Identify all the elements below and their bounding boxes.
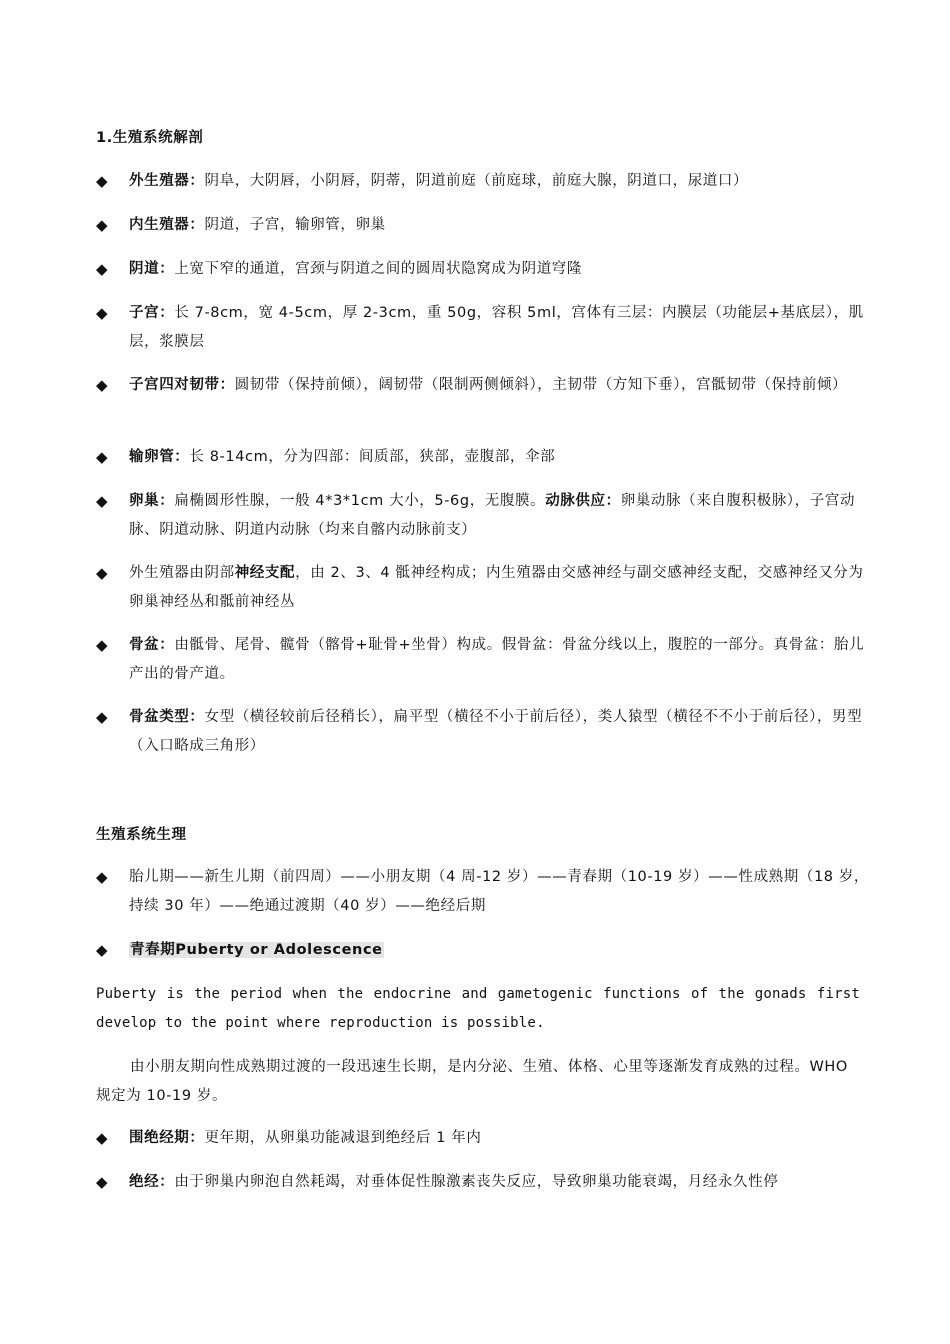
item-text: 由于卵巢内卵泡自然耗竭，对垂体促性腺激素丧失反应，导致卵巢功能衰竭，月经永久性停 [174, 1174, 779, 1190]
bullet-diamond-icon: ◆ [96, 636, 109, 654]
term: 外生殖器： [129, 173, 205, 189]
bullet-diamond-icon: ◆ [96, 708, 109, 726]
item-text: 阴阜，大阴唇，小阴唇，阴蒂，阴道前庭（前庭球，前庭大腺，阴道口，尿道口） [204, 173, 749, 189]
term: 动脉供应： [545, 493, 621, 509]
item-text: 更年期，从卵巢功能减退到绝经后 1 年内 [204, 1130, 482, 1146]
list-item [96, 443, 871, 472]
bullet-diamond-icon: ◆ [96, 172, 109, 190]
item-text: 圆韧带（保持前倾），阔韧带（限制两侧倾斜），主韧带（方知下垂），宫骶韧带（保持前倾） [234, 377, 848, 393]
bullet-diamond-icon: ◆ [96, 1173, 109, 1191]
list-item [96, 863, 871, 921]
list-item [96, 211, 871, 240]
bullet-diamond-icon: ◆ [96, 868, 109, 886]
item-text: 上宽下窄的通道，宫颈与阴道之间的圆周状隐窝成为阴道穹隆 [174, 261, 583, 277]
term: 神经支配 [234, 565, 296, 581]
term: 骨盆： [129, 637, 175, 653]
item-text: 长 8-14cm，分为四部：间质部，狭部，壶腹部，伞部 [189, 449, 556, 465]
item-text: 阴道，子宫，输卵管，卵巢 [204, 217, 386, 233]
list-item [96, 1168, 871, 1197]
term: 输卵管： [129, 449, 190, 465]
item-text: ，由 2、3、4 骶神经构成；内生殖器由交感神经与副交感神经支配，交感神经又分为卵巢神经丛和骶前神经丛 [129, 565, 864, 610]
bullet-diamond-icon: ◆ [96, 304, 109, 322]
item-text: 胎儿期——新生儿期（前四周）——小朋友期（4 周-12 岁）——青春期（10-19 岁）——性成熟期（18 岁，持续 30 年）——绝通过渡期（40 岁）——绝经后期 [129, 869, 870, 914]
list-item [96, 487, 871, 545]
list-item [96, 703, 871, 761]
term: 内生殖器： [129, 217, 205, 233]
term: 阴道： [129, 261, 175, 277]
chinese-paragraph: 由小朋友期向性成熟期过渡的一段迅速生长期，是内分泌、生殖、体格、心里等逐渐发育成熟的过程。WHO 规定为 10-19 岁。 [96, 1059, 848, 1104]
term: 绝经： [129, 1174, 175, 1190]
bullet-diamond-icon: ◆ [96, 1129, 109, 1147]
term: 围绝经期： [129, 1130, 205, 1146]
list-item [96, 299, 871, 357]
term: 子宫四对韧带： [129, 377, 235, 393]
bullet-diamond-icon: ◆ [96, 448, 109, 466]
list-item [96, 371, 871, 400]
list-item [96, 936, 871, 965]
term: 骨盆类型： [129, 709, 205, 725]
highlighted-subheading: 青春期Puberty or Adolescence [130, 942, 383, 958]
bullet-diamond-icon: ◆ [96, 260, 109, 278]
item-text: 由骶骨、尾骨、髋骨（髂骨+耻骨+坐骨）构成。假骨盆：骨盆分线以上，腹腔的一部分。真骨盆：胎儿产出的骨产道。 [129, 637, 865, 682]
item-text: 长 7-8cm，宽 4-5cm，厚 2-3cm，重 50g，容积 5ml，宫体有三层：内膜层（功能层+基底层），肌层，浆膜层 [129, 305, 864, 350]
list-item [96, 559, 871, 617]
term: 子宫： [129, 305, 175, 321]
bullet-diamond-icon: ◆ [96, 564, 109, 582]
bullet-diamond-icon: ◆ [96, 376, 109, 394]
bullet-diamond-icon: ◆ [96, 941, 109, 959]
item-text: 女型（横径较前后径稍长），扁平型（横径不小于前后径），类人猿型（横径不不小于前后径），男型（入口略成三角形） [129, 709, 863, 754]
item-text: 卵巢动脉（来自腹积极脉），子宫动脉、阴道动脉、阴道内动脉（均来自髂内动脉前支） [129, 493, 856, 538]
bullet-diamond-icon: ◆ [96, 492, 109, 510]
english-paragraph: Puberty is the period when the endocrine and gametogenic functions of the gonads first develop to the point where reproduction is possible. [96, 986, 860, 1031]
list-item [96, 631, 871, 689]
list-item [96, 1124, 871, 1153]
section-heading-anatomy: 1.生殖系统解剖 [96, 130, 204, 146]
term: 卵巢： [129, 493, 175, 509]
bullet-diamond-icon: ◆ [96, 216, 109, 234]
list-item [96, 167, 871, 196]
section-heading-physiology: 生殖系统生理 [96, 827, 187, 843]
list-item [96, 255, 871, 284]
item-text: 外生殖器由阴部 [129, 565, 235, 581]
item-text: 扁椭圆形性腺，一般 4*3*1cm 大小，5-6g，无腹膜。 [174, 493, 546, 509]
